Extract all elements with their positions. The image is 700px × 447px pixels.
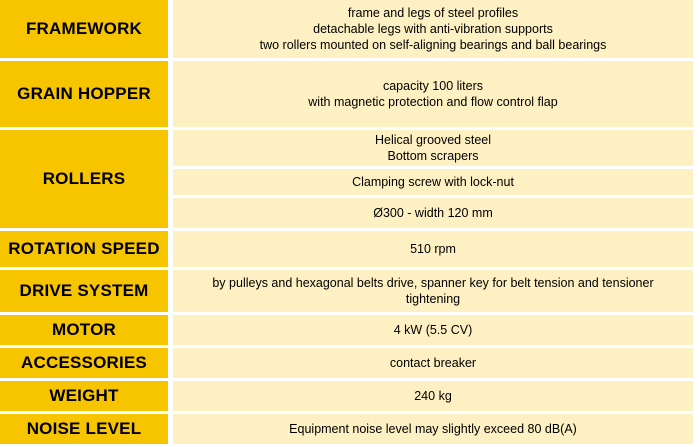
spec-value — [173, 61, 693, 127]
spec-value-line: Helical grooved steel — [374, 133, 492, 147]
spec-value-line: 510 rpm — [410, 242, 456, 256]
spec-value-line: Ø300 - width 120 mm — [373, 206, 493, 220]
spec-row-accessories — [0, 348, 693, 378]
spec-sub-value — [173, 195, 693, 228]
spec-label: DRIVE SYSTEM — [0, 270, 173, 312]
spec-value-line: capacity 100 liters — [382, 79, 484, 93]
spec-label: MOTOR — [0, 315, 173, 345]
spec-value-line: contact breaker — [389, 356, 477, 370]
spec-label: ROTATION SPEED — [0, 231, 173, 267]
spec-value — [173, 315, 693, 345]
spec-value — [173, 414, 693, 444]
spec-value — [173, 381, 693, 411]
spec-row-noise-level — [0, 414, 693, 444]
spec-row-rollers — [0, 130, 693, 228]
spec-value-line: by pulleys and hexagonal belts drive, spanner key for belt tension and tensioner — [212, 276, 654, 290]
spec-label: ROLLERS — [0, 130, 173, 228]
spec-value-line: Bottom scrapers — [387, 149, 479, 163]
spec-row-framework — [0, 0, 693, 58]
spec-value-line: 240 kg — [414, 389, 452, 403]
spec-label: NOISE LEVEL — [0, 414, 173, 444]
spec-row-grain-hopper — [0, 61, 693, 127]
spec-value — [173, 270, 693, 312]
spec-value-line: Equipment noise level may slightly exceed 80 dB(A) — [289, 422, 577, 436]
spec-value-line: detachable legs with anti-vibration supports — [313, 22, 553, 36]
spec-label: FRAMEWORK — [0, 0, 173, 58]
spec-sub-value — [173, 166, 693, 195]
spec-sub-values — [173, 130, 693, 228]
spec-value-line: frame and legs of steel profiles — [347, 6, 519, 20]
spec-value-line: with magnetic protection and flow control flap — [308, 95, 558, 109]
spec-value-line: 4 kW (5.5 CV) — [393, 323, 473, 337]
spec-row-weight — [0, 381, 693, 411]
spec-row-drive-system — [0, 270, 693, 312]
spec-label: ACCESSORIES — [0, 348, 173, 378]
spec-value — [173, 348, 693, 378]
spec-value — [173, 130, 693, 228]
spec-value — [173, 231, 693, 267]
spec-row-motor — [0, 315, 693, 345]
spec-value-line: Clamping screw with lock-nut — [352, 175, 514, 189]
spec-value — [173, 0, 693, 58]
spec-sub-value — [173, 130, 693, 166]
spec-label: WEIGHT — [0, 381, 173, 411]
spec-row-rotation-speed — [0, 231, 693, 267]
spec-value-line: two rollers mounted on self-aligning bearings and ball bearings — [259, 38, 607, 52]
spec-label: GRAIN HOPPER — [0, 61, 173, 127]
spec-value-line: tightening — [405, 292, 461, 306]
